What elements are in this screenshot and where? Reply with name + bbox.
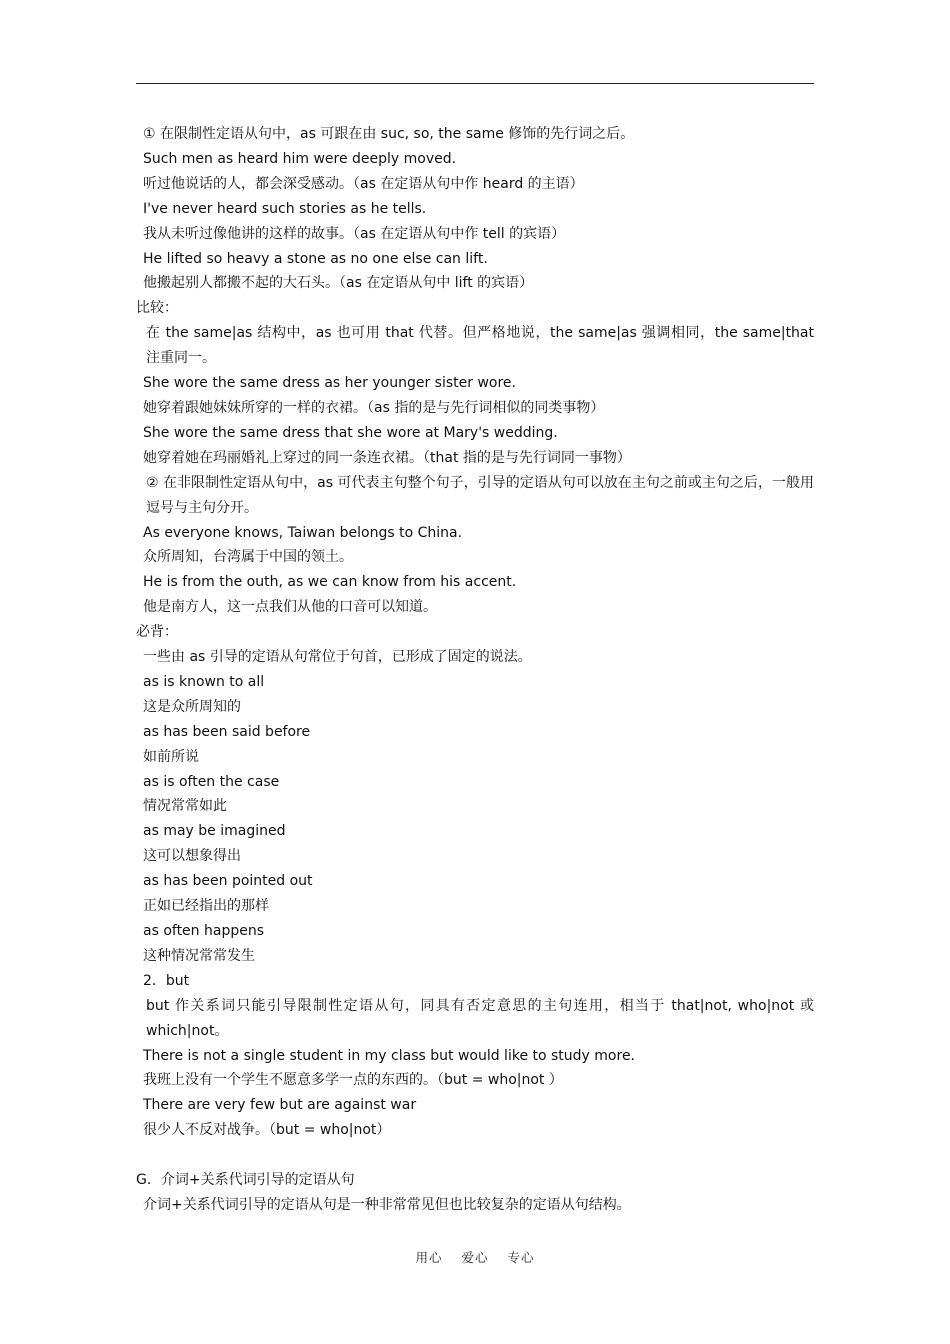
text-line: 众所周知，台湾属于中国的领土。 [143, 549, 353, 566]
text-line: 情况常常如此 [143, 798, 227, 815]
text-line: She wore the same dress that she wore at Mary's wedding. [143, 424, 558, 441]
text-line: 他搬起别人都搬不起的大石头。（as 在定语从句中 lift 的宾语） [143, 275, 534, 292]
text-line: 她穿着她在玛丽婚礼上穿过的同一条连衣裙。（that 指的是与先行词同一事物） [143, 449, 631, 466]
text-line: as has been pointed out [143, 873, 313, 890]
text-line: as may be imagined [143, 823, 286, 840]
section-but-examples [136, 1044, 814, 1144]
text-line: 一些由 as 引导的定语从句常位于句首，已形成了固定的说法。 [143, 649, 532, 666]
text-line: as is known to all [143, 673, 265, 690]
header-rule [136, 83, 814, 84]
text-line: He is from the outh, as we can know from his accent. [143, 574, 517, 591]
text-line: as often happens [143, 923, 265, 939]
page-footer: 用心 爱心 专心 [415, 1250, 535, 1265]
text-line: There are very few but are against war [143, 1097, 417, 1114]
document-body [136, 122, 814, 1218]
text-line: As everyone knows, Taiwan belongs to China. [143, 524, 463, 541]
text-line: 很少人不反对战争。（but = who|not） [143, 1122, 391, 1139]
text-line: She wore the same dress as her younger sister wore. [143, 375, 516, 392]
section-as-restrictive [136, 122, 814, 321]
text-line: 如前所说 [143, 748, 199, 765]
text-line: as has been said before [143, 723, 311, 740]
text-line: Such men as heard him were deeply moved. [143, 150, 457, 167]
text-line: 比较： [136, 300, 178, 317]
text-line: I've never heard such stories as he tells. [143, 200, 427, 217]
text-line: 必背： [136, 624, 178, 641]
text-line: 2．but [143, 972, 190, 989]
text-line: 他是南方人，这一点我们从他的口音可以知道。 [143, 599, 437, 616]
text-line: as is often the case [143, 773, 280, 790]
paragraph-compare: 在 the same|as 结构中，as 也可用 that 代替。但严格地说，the same|as 强调相同，the same|that 注重同一。 [146, 325, 814, 367]
text-line: 这种情况常常发生 [143, 947, 255, 964]
text-line: 听过他说话的人，都会深受感动。（as 在定语从句中作 heard 的主语） [143, 175, 584, 192]
text-line: He lifted so heavy a stone as no one else can lift. [143, 250, 488, 267]
paragraph-but: but 作关系词只能引导限制性定语从句，同具有否定意思的主句连用，相当于 that|not, who|not 或 which|not。 [146, 997, 814, 1039]
text-line: ① 在限制性定语从句中，as 可跟在由 suc, so, the same 修饰的先行词之后。 [143, 126, 635, 142]
section-same-as-examples [136, 371, 814, 471]
text-line: 这可以想象得出 [143, 848, 241, 865]
text-line: 她穿着跟她妹妹所穿的一样的衣裙。（as 指的是与先行词相似的同类事物） [143, 399, 605, 416]
paragraph-nonrestrictive: ② 在非限制性定语从句中，as 可代表主句整个句子，引导的定语从句可以放在主句之前或主句之后，一般用逗号与主句分开。 [146, 474, 814, 516]
text-line: 介词+关系代词引导的定语从句是一种非常常见但也比较复杂的定语从句结构。 [143, 1196, 631, 1213]
blank-line [136, 1143, 814, 1168]
text-line: 这是众所周知的 [143, 698, 241, 715]
text-line: 我从未听过像他讲的这样的故事。（as 在定语从句中作 tell 的宾语） [143, 225, 566, 242]
text-line: 正如已经指出的那样 [143, 898, 269, 915]
section-g-heading [136, 1168, 814, 1218]
text-line: 我班上没有一个学生不愿意多学一点的东西的。（but = who|not ） [143, 1072, 563, 1089]
text-line: There is not a single student in my class but would like to study more. [143, 1047, 636, 1064]
text-line: G．介词+关系代词引导的定语从句 [136, 1172, 355, 1189]
section-as-fixed-phrases [136, 521, 814, 994]
